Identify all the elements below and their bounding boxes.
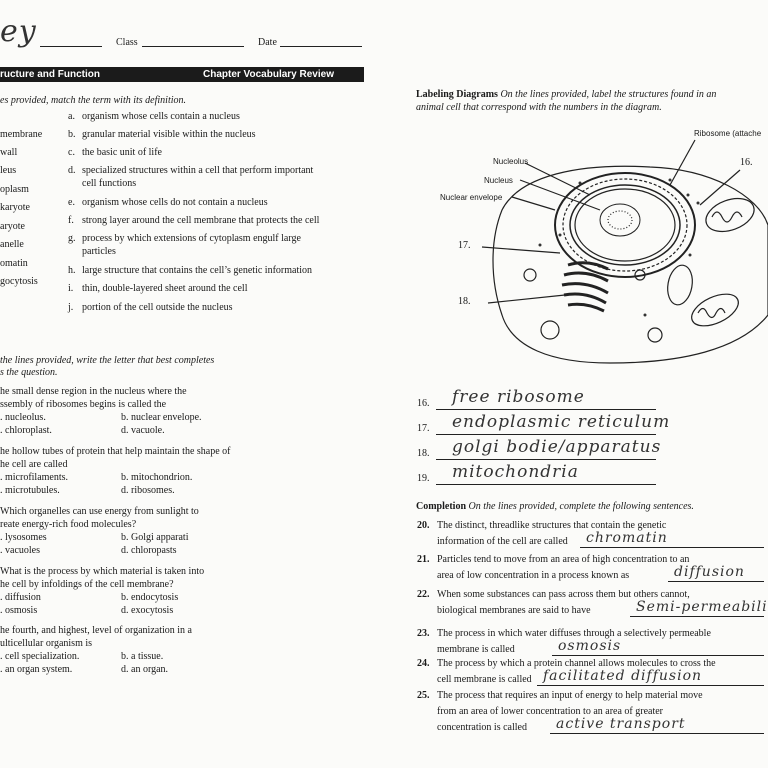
definition-text: granular material visible within the nucleus (82, 129, 256, 140)
matching-term: omatin (0, 258, 28, 269)
definition-text: organism whose cells do not contain a nucleus (82, 197, 268, 208)
completion-line (537, 685, 764, 686)
name-handwriting: ey (0, 14, 37, 49)
definition-text: strong layer around the cell membrane that protects the cell (82, 215, 320, 226)
class-line (142, 46, 244, 47)
completion-text: The process in which water diffuses through a selectively permeable (437, 628, 711, 639)
question-stem: reate energy-rich food molecules? (0, 519, 137, 530)
matching-term: gocytosis (0, 276, 38, 287)
definition-letter: j. (68, 302, 74, 313)
answer-option: d. vacuole. (121, 425, 165, 436)
completion-number: 21. (417, 554, 430, 565)
answer-line (436, 484, 656, 485)
labeling-instr-2: animal cell that correspond with the numbers in the diagram. (416, 102, 662, 113)
definition-letter: i. (68, 283, 74, 294)
matching-term: oplasm (0, 184, 29, 195)
completion-text: When some substances can pass across them but others cannot, (437, 589, 690, 600)
handwritten-answer: osmosis (558, 638, 622, 654)
answer-option: . lysosomes (0, 532, 47, 543)
definition-text: thin, double-layered sheet around the cell (82, 283, 248, 294)
definition-letter: b. (68, 129, 76, 140)
completion-text: membrane is called (437, 644, 515, 655)
completion-text: concentration is called (437, 722, 527, 733)
name-line (40, 46, 102, 47)
definition-text: specialized structures within a cell that perform important (82, 165, 314, 176)
handwritten-answer: active transport (556, 716, 686, 732)
definition-letter: d. (68, 165, 76, 176)
answer-number: 18. (417, 448, 430, 459)
matching-term: anelle (0, 239, 24, 250)
completion-text: information of the cell are called (437, 536, 568, 547)
definition-text: organism whose cells contain a nucleus (82, 111, 240, 122)
diagram-number-17: 17. (458, 240, 471, 251)
answer-option: b. Golgi apparati (121, 532, 189, 543)
answer-line (436, 434, 656, 435)
answer-option: b. mitochondrion. (121, 472, 193, 483)
question-stem: he cell by infoldings of the cell membrane? (0, 579, 174, 590)
completion-line (630, 616, 764, 617)
answer-option: . chloroplast. (0, 425, 52, 436)
matching-term: aryote (0, 221, 25, 232)
completion-text: The process that requires an input of energy to help material move (437, 690, 703, 701)
completion-text: Particles tend to move from an area of high concentration to an (437, 554, 690, 565)
banner-right-title: Chapter Vocabulary Review (203, 69, 334, 80)
answer-line (436, 459, 656, 460)
completion-text: cell membrane is called (437, 674, 532, 685)
handwritten-answer: facilitated diffusion (543, 668, 703, 684)
completion-line (580, 547, 764, 548)
completion-title: Completion (416, 501, 466, 512)
answer-option: b. nuclear envelope. (121, 412, 202, 423)
completion-number: 23. (417, 628, 430, 639)
question-stem: What is the process by which material is taken into (0, 566, 205, 577)
completion-number: 20. (417, 520, 430, 531)
answer-option: d. exocytosis (121, 605, 174, 616)
definition-text-cont: particles (82, 246, 116, 257)
answer-option: b. a tissue. (121, 651, 164, 662)
answer-number: 19. (417, 473, 430, 484)
diagram-number-18: 18. (458, 296, 471, 307)
banner-left-title: ructure and Function (0, 69, 100, 80)
definition-letter: g. (68, 233, 76, 244)
question-stem: Which organelles can use energy from sunlight to (0, 506, 199, 517)
completion-line (550, 733, 764, 734)
definition-letter: e. (68, 197, 75, 208)
answer-option: . microfilaments. (0, 472, 69, 483)
question-stem: ssembly of ribosomes begins is called the (0, 399, 167, 410)
completion-instructions (416, 501, 694, 513)
completion-text: The distinct, threadlike structures that contain the genetic (437, 520, 667, 531)
answer-option: . vacuoles (0, 545, 40, 556)
answer-number: 16. (417, 398, 430, 409)
completion-line (552, 655, 764, 656)
diagram-number-16: 16. (740, 157, 753, 168)
labeling-instr-1: On the lines provided, label the structures found in an (500, 89, 717, 100)
labeling-instructions (416, 89, 716, 101)
question-stem: he cell are called (0, 459, 68, 470)
answer-option: . cell specialization. (0, 651, 80, 662)
question-stem: he fourth, and highest, level of organization in a (0, 625, 192, 636)
completion-text: area of low concentration in a process known as (437, 570, 630, 581)
nucleus-label: Nucleus (484, 176, 513, 185)
handwritten-answer: chromatin (586, 530, 668, 546)
completion-text: The process by which a protein channel allows molecules to cross the (437, 658, 716, 669)
handwritten-answer: diffusion (674, 564, 745, 580)
mc-instructions-2: s the question. (0, 367, 58, 378)
definition-text: the basic unit of life (82, 147, 162, 158)
completion-instr: On the lines provided, complete the following sentences. (468, 501, 694, 512)
definition-letter: c. (68, 147, 75, 158)
question-stem: he hollow tubes of protein that help maintain the shape of (0, 446, 231, 457)
matching-instructions: es provided, match the term with its definition. (0, 95, 186, 106)
matching-term: membrane (0, 129, 43, 140)
answer-option: b. endocytosis (121, 592, 179, 603)
matching-term: leus (0, 165, 17, 176)
matching-term: karyote (0, 202, 30, 213)
answer-line (436, 409, 656, 410)
completion-text: biological membranes are said to have (437, 605, 591, 616)
mc-instructions-1: the lines provided, write the letter that best completes (0, 355, 215, 366)
nucleolus-label: Nucleolus (493, 157, 529, 166)
handwritten-answer: golgi bodie/apparatus (452, 437, 662, 457)
handwritten-answer: endoplasmic reticulum (452, 412, 671, 432)
answer-option: . an organ system. (0, 664, 73, 675)
completion-number: 25. (417, 690, 430, 701)
nuclear-envelope-label: Nuclear envelope (440, 193, 503, 202)
completion-text: from an area of lower concentration to an area of greater (437, 706, 663, 717)
definition-letter: h. (68, 265, 76, 276)
handwritten-answer: Semi-permeabili (636, 599, 768, 615)
matching-term: wall (0, 147, 18, 158)
date-line (280, 46, 362, 47)
definition-text-cont: cell functions (82, 178, 137, 189)
question-stem: ulticellular organism is (0, 638, 93, 649)
answer-number: 17. (417, 423, 430, 434)
answer-option: d. an organ. (121, 664, 169, 675)
answer-option: . osmosis (0, 605, 38, 616)
answer-option: d. chloropasts (121, 545, 177, 556)
section-banner (0, 67, 364, 82)
definition-letter: f. (68, 215, 74, 226)
completion-number: 24. (417, 658, 430, 669)
answer-option: . nucleolus. (0, 412, 46, 423)
definition-text: large structure that contains the cell’s genetic information (82, 265, 313, 276)
class-label: Class (116, 37, 138, 48)
definition-text: portion of the cell outside the nucleus (82, 302, 233, 313)
answer-option: . diffusion (0, 592, 41, 603)
handwritten-answer: free ribosome (452, 387, 585, 407)
date-label: Date (258, 37, 277, 48)
answer-option: d. ribosomes. (121, 485, 175, 496)
definition-text: process by which extensions of cytoplasm engulf large (82, 233, 301, 244)
ribosome-label: Ribosome (attache (694, 129, 762, 138)
animal-cell-diagram (440, 125, 768, 375)
question-stem: he small dense region in the nucleus where the (0, 386, 187, 397)
handwritten-answer: mitochondria (452, 462, 579, 482)
labeling-title: Labeling Diagrams (416, 89, 498, 100)
definition-letter: a. (68, 111, 75, 122)
completion-line (668, 581, 764, 582)
completion-number: 22. (417, 589, 430, 600)
answer-option: . microtubules. (0, 485, 60, 496)
